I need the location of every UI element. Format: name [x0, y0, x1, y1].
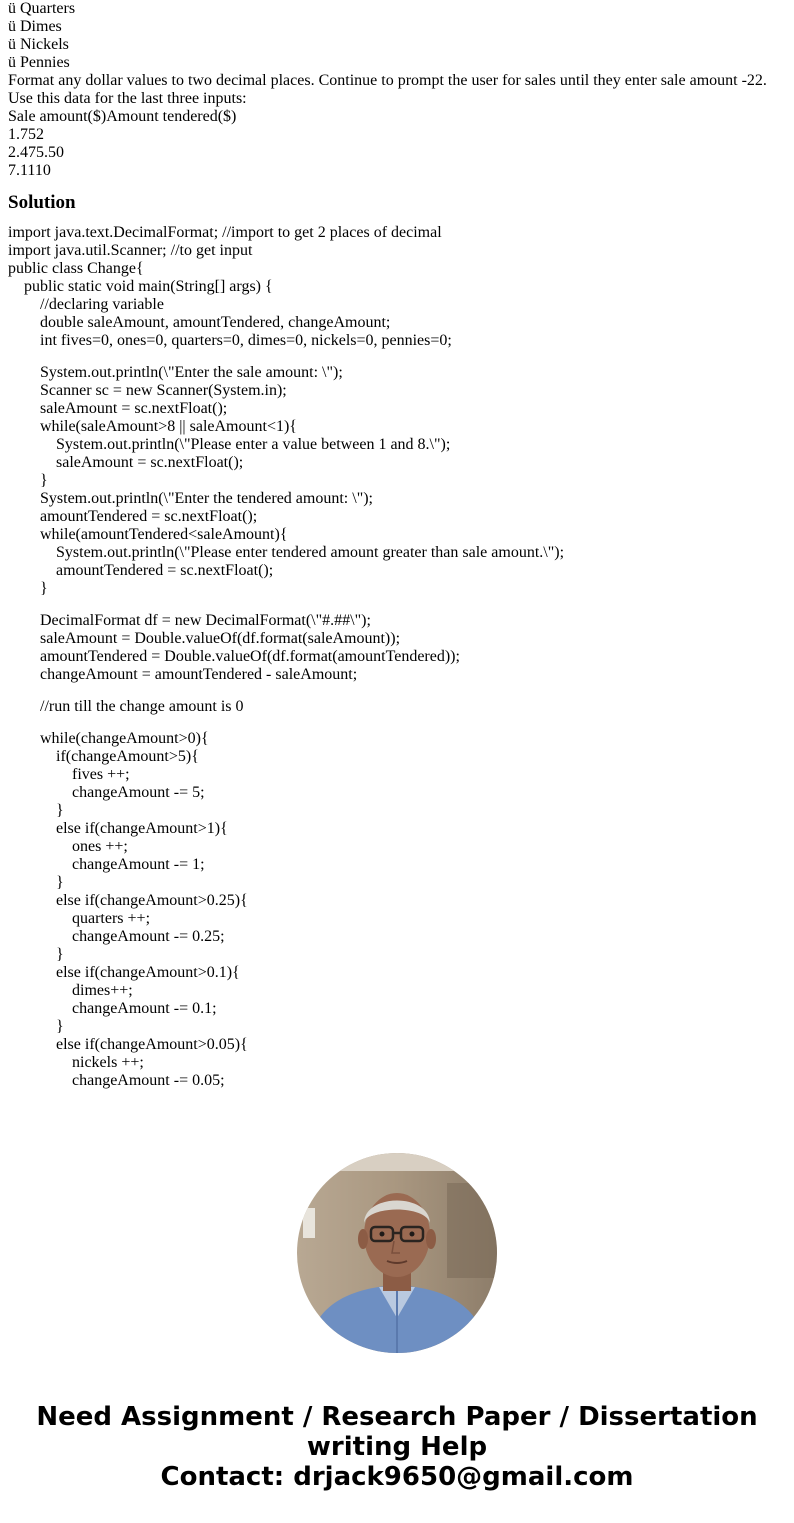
code-line: System.out.println(\"Please enter a value between 1 and 8.\"); — [8, 436, 451, 453]
code-line: amountTendered = Double.valueOf(df.format(amountTendered)); — [8, 648, 460, 665]
code-line: //run till the change amount is 0 — [8, 698, 244, 715]
code-blank-line — [8, 716, 786, 730]
code-line: else if(changeAmount>0.05){ — [8, 1036, 248, 1053]
footer-contact-line: Contact: drjack9650@gmail.com — [160, 1462, 634, 1492]
code-line: } — [8, 874, 64, 891]
intro-line-nickels: ü Nickels — [8, 36, 69, 53]
code-line: dimes++; — [8, 982, 133, 999]
code-line: System.out.println(\"Please enter tendered amount greater than sale amount.\"); — [8, 544, 565, 561]
intro-table-row: 1.752 — [8, 126, 44, 143]
code-line: amountTendered = sc.nextFloat(); — [8, 508, 258, 525]
author-portrait-image — [297, 1153, 497, 1353]
code-line: saleAmount = sc.nextFloat(); — [8, 400, 228, 417]
code-line: saleAmount = sc.nextFloat(); — [8, 454, 244, 471]
code-line: saleAmount = Double.valueOf(df.format(saleAmount)); — [8, 630, 401, 647]
code-line: while(saleAmount>8 || saleAmount<1){ — [8, 418, 297, 435]
intro-instructions: Format any dollar values to two decimal places. Continue to prompt the user for sales until they enter sale amount -22. — [8, 72, 767, 89]
code-block — [8, 224, 786, 1090]
code-line: DecimalFormat df = new DecimalFormat(\"#.##\"); — [8, 612, 371, 629]
footer-advert — [0, 1402, 794, 1492]
code-line: } — [8, 946, 64, 963]
author-avatar — [297, 1153, 497, 1353]
intro-line-quarters: ü Quarters — [8, 0, 76, 17]
footer-line-2: writing Help — [306, 1432, 488, 1462]
solution-heading: Solution — [8, 192, 76, 213]
code-line: } — [8, 1018, 64, 1035]
intro-line-pennies: ü Pennies — [8, 54, 70, 71]
code-line: int fives=0, ones=0, quarters=0, dimes=0, nickels=0, pennies=0; — [8, 332, 452, 349]
code-line: nickels ++; — [8, 1054, 144, 1071]
document-body — [8, 0, 786, 1120]
code-line: while(amountTendered<saleAmount){ — [8, 526, 288, 543]
code-blank-line — [8, 684, 786, 698]
intro-line-dimes: ü Dimes — [8, 18, 62, 35]
code-line: import java.util.Scanner; //to get input — [8, 242, 253, 259]
code-line: if(changeAmount>5){ — [8, 748, 199, 765]
code-line: System.out.println(\"Enter the tendered amount: \"); — [8, 490, 373, 507]
code-line: else if(changeAmount>1){ — [8, 820, 228, 837]
code-line: } — [8, 472, 48, 489]
code-line: } — [8, 802, 64, 819]
code-line: public static void main(String[] args) { — [8, 278, 273, 295]
footer-line-1: Need Assignment / Research Paper / Dissertation — [36, 1402, 758, 1432]
code-line: } — [8, 580, 48, 597]
code-line: double saleAmount, amountTendered, changeAmount; — [8, 314, 391, 331]
code-line: fives ++; — [8, 766, 130, 783]
code-line: changeAmount -= 1; — [8, 856, 205, 873]
code-line: ones ++; — [8, 838, 128, 855]
code-line: quarters ++; — [8, 910, 151, 927]
code-line: changeAmount -= 0.05; — [8, 1072, 225, 1089]
code-line: amountTendered = sc.nextFloat(); — [8, 562, 274, 579]
code-line: Scanner sc = new Scanner(System.in); — [8, 382, 287, 399]
code-line: import java.text.DecimalFormat; //import to get 2 places of decimal — [8, 224, 442, 241]
intro-data-label: Use this data for the last three inputs: — [8, 90, 247, 107]
code-line: else if(changeAmount>0.1){ — [8, 964, 240, 981]
code-line: changeAmount -= 0.1; — [8, 1000, 217, 1017]
code-line: while(changeAmount>0){ — [8, 730, 209, 747]
intro-table-row: 7.1110 — [8, 162, 51, 179]
code-line: System.out.println(\"Enter the sale amount: \"); — [8, 364, 343, 381]
code-line: //declaring variable — [8, 296, 164, 313]
intro-table-row: 2.475.50 — [8, 144, 64, 161]
code-blank-line — [8, 598, 786, 612]
code-line: public class Change{ — [8, 260, 144, 277]
intro-table-header: Sale amount($)Amount tendered($) — [8, 108, 237, 125]
code-line: changeAmount -= 0.25; — [8, 928, 225, 945]
code-line: else if(changeAmount>0.25){ — [8, 892, 248, 909]
code-line: changeAmount -= 5; — [8, 784, 205, 801]
code-blank-line — [8, 350, 786, 364]
code-line: changeAmount = amountTendered - saleAmount; — [8, 666, 358, 683]
